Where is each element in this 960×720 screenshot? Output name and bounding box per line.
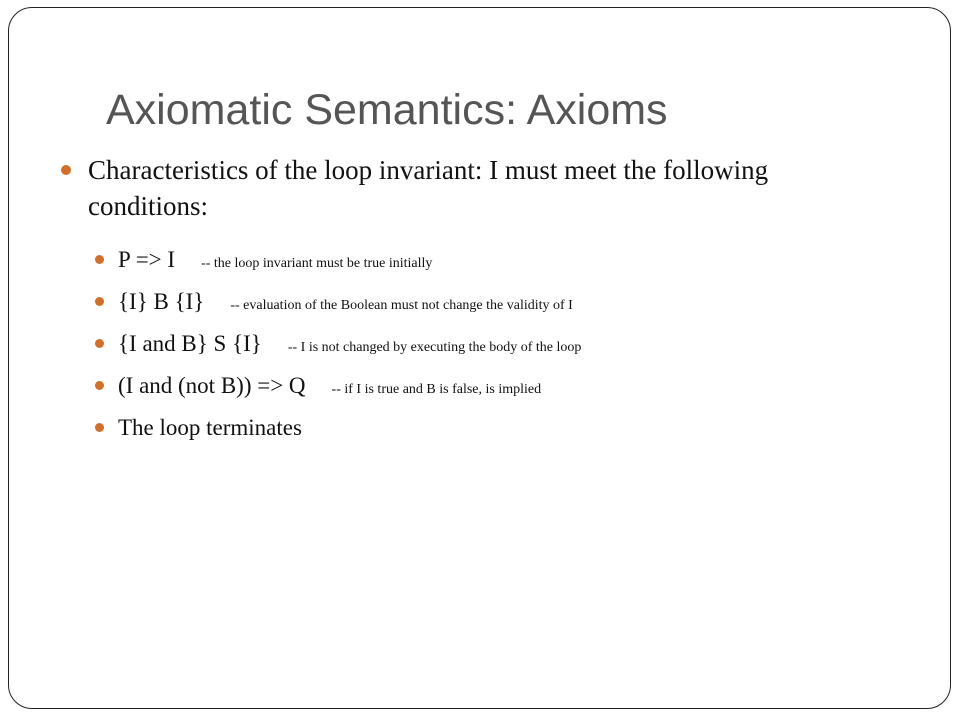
sub-bullet-dot-icon bbox=[95, 423, 104, 432]
sub-bullet-item bbox=[95, 246, 855, 288]
bullet-dot-icon bbox=[61, 165, 71, 175]
comment-text: -- evaluation of the Boolean must not change the validity of I bbox=[230, 298, 573, 313]
main-bullet-text: Characteristics of the loop invariant: I must meet the following conditions: bbox=[88, 155, 769, 221]
sub-bullet-dot-icon bbox=[95, 255, 104, 264]
formula-text: The loop terminates bbox=[118, 415, 302, 440]
sub-bullet-list bbox=[95, 246, 855, 456]
comment-text: -- if I is true and B is false, is implied bbox=[331, 382, 542, 397]
main-bullet bbox=[60, 152, 860, 224]
formula-text: P => I bbox=[118, 247, 176, 272]
sub-bullet-dot-icon bbox=[95, 381, 104, 390]
comment-text: -- I is not changed by executing the body of the loop bbox=[287, 340, 582, 355]
formula-text: {I and B} S {I} bbox=[118, 331, 262, 356]
formula-text: {I} B {I} bbox=[118, 289, 205, 314]
formula-text: (I and (not B)) => Q bbox=[118, 373, 306, 398]
slide-title: Axiomatic Semantics: Axioms bbox=[106, 86, 668, 134]
sub-bullet-item bbox=[95, 330, 855, 372]
sub-bullet-dot-icon bbox=[95, 297, 104, 306]
comment-text: -- the loop invariant must be true initially bbox=[201, 256, 433, 271]
bullet-list bbox=[60, 152, 860, 440]
sub-bullet-dot-icon bbox=[95, 339, 104, 348]
sub-bullet-item bbox=[95, 414, 855, 456]
sub-bullet-item bbox=[95, 288, 855, 330]
sub-bullet-item bbox=[95, 372, 855, 414]
